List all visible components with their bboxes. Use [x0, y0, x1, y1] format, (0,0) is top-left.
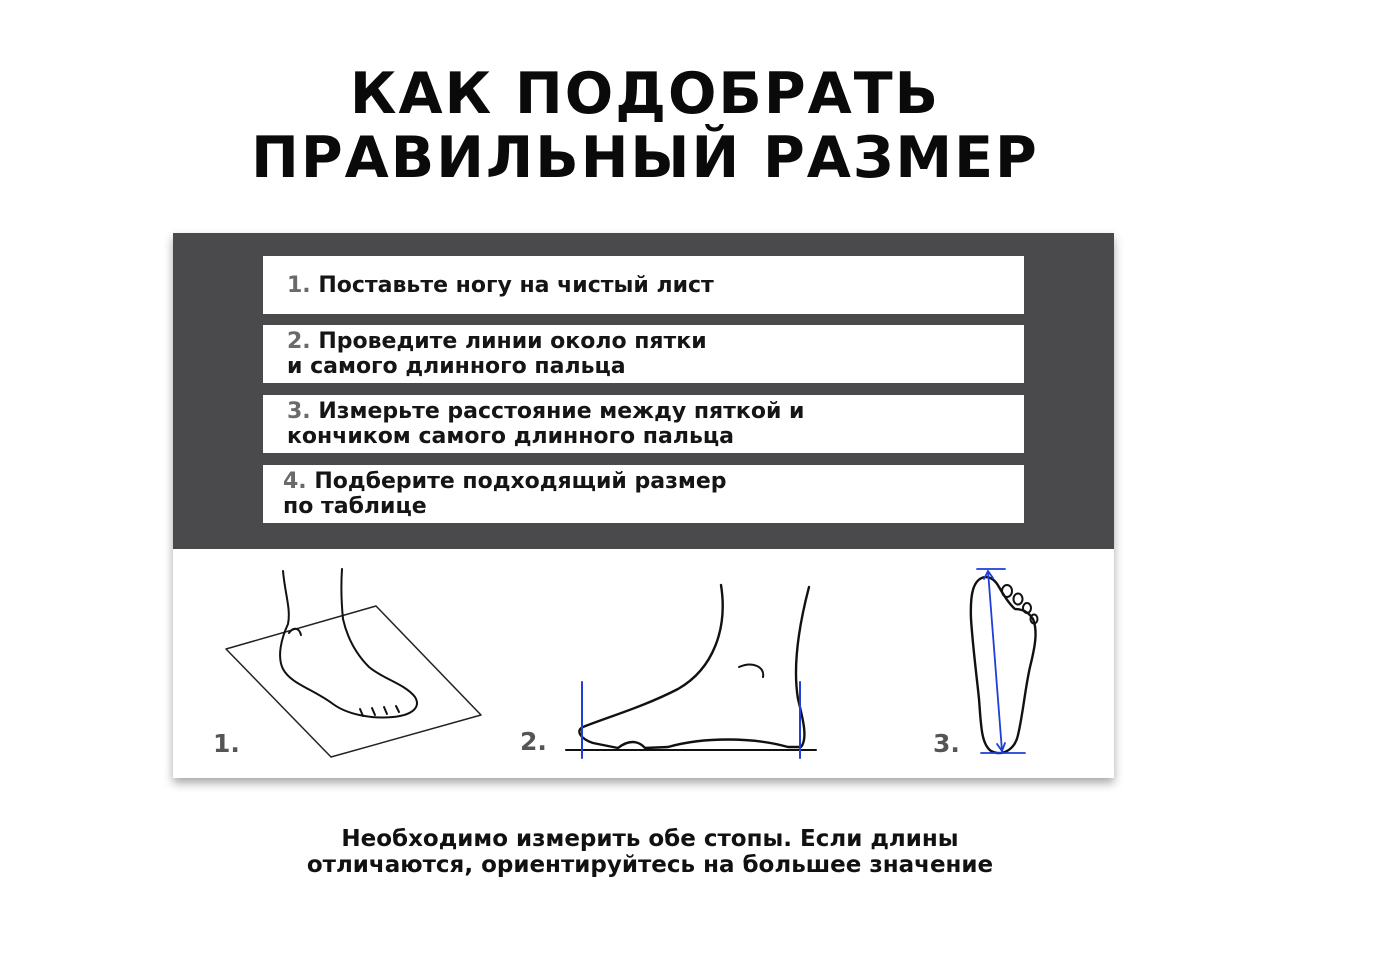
step-3-line-1 [287, 399, 1024, 424]
illustration-3-label: 3. [933, 729, 960, 758]
illustrations [173, 549, 1114, 778]
step-4-line-2: по таблице [283, 494, 427, 519]
steps-background [173, 233, 1114, 549]
page-title [0, 62, 1290, 190]
step-2-number: 2. [287, 329, 311, 354]
foot-sole-length-icon [971, 569, 1038, 753]
illustrations-drawing [173, 549, 1114, 778]
step-1-line-1 [287, 273, 1024, 298]
note-line-1: Необходимо измерить обе стопы. Если длины [341, 826, 959, 852]
title-line-1: КАК ПОДОБРАТЬ [349, 61, 941, 127]
step-2-text: Проведите линии около пятки [310, 329, 707, 354]
bottom-note [0, 826, 1300, 878]
step-2 [263, 325, 1024, 383]
step-1 [263, 256, 1024, 314]
step-4-text: Подберите подходящий размер [306, 469, 727, 494]
step-3-line-2: кончиком самого длинного пальца [287, 424, 735, 449]
instruction-panel [173, 233, 1114, 778]
foot-side-measure-icon [566, 585, 816, 758]
illustration-2-label: 2. [520, 727, 547, 756]
title-line-2: ПРАВИЛЬНЫЙ РАЗМЕР [251, 125, 1039, 191]
step-3-number: 3. [287, 399, 311, 424]
step-4-line-1 [283, 469, 1024, 494]
step-3-text: Измерьте расстояние между пяткой и [310, 399, 805, 424]
note-line-2: отличаются, ориентируйтесь на большее значение [306, 852, 994, 878]
step-1-text: Поставьте ногу на чистый лист [310, 272, 714, 298]
illustration-1-label: 1. [213, 729, 240, 758]
step-2-line-1 [287, 329, 1024, 354]
step-1-number: 1. [287, 272, 311, 298]
step-2-line-2: и самого длинного пальца [287, 354, 626, 379]
step-3 [263, 395, 1024, 453]
step-4-number: 4. [283, 469, 307, 494]
step-4 [263, 465, 1024, 523]
foot-on-paper-icon [226, 569, 481, 757]
